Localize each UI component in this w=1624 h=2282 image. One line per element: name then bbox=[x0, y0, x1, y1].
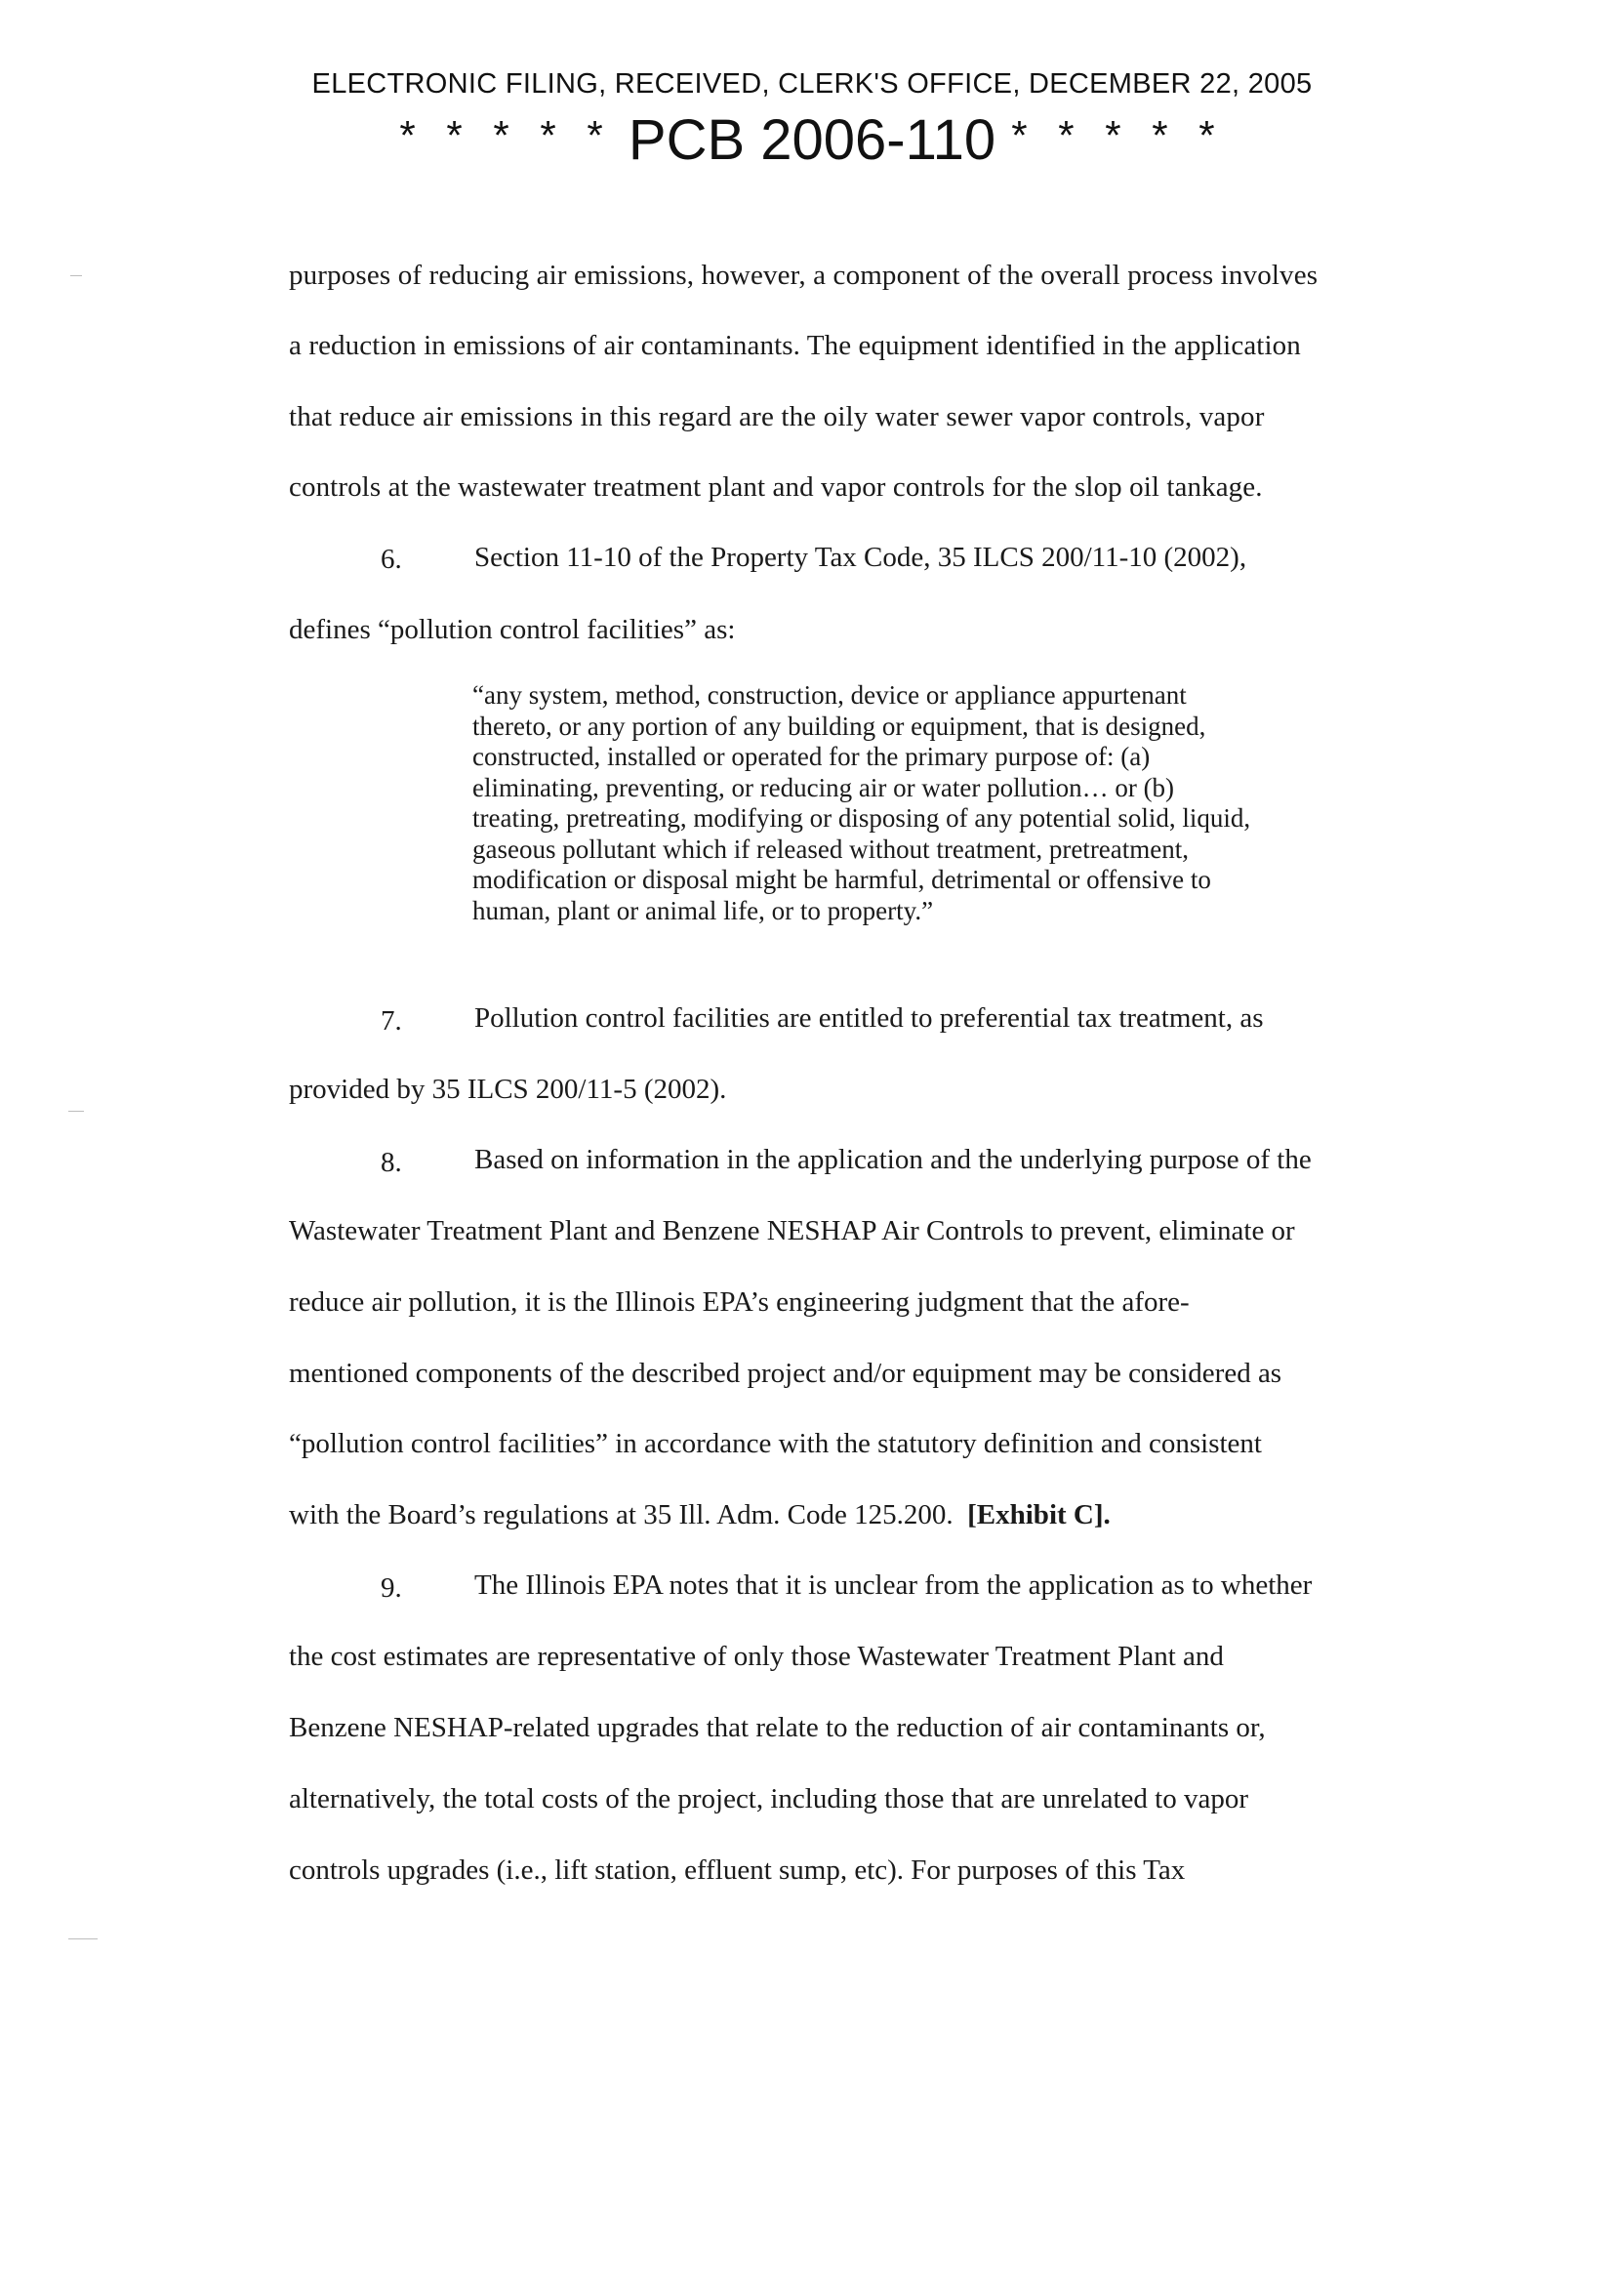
text-line: controls upgrades (i.e., lift station, effluent sump, etc). For purposes of this Tax bbox=[289, 1854, 1186, 1886]
case-number-banner bbox=[0, 102, 1624, 175]
text-line: a reduction in emissions of air contaminants. The equipment identified in the application bbox=[289, 330, 1301, 361]
quote-line: gaseous pollutant which if released without treatment, pretreatment, bbox=[472, 834, 1190, 864]
statutory-quote bbox=[472, 680, 1370, 926]
paragraph-number: 9. bbox=[381, 1572, 402, 1604]
quote-line: treating, pretreating, modifying or disposing of any potential solid, liquid, bbox=[472, 803, 1251, 833]
scan-mark bbox=[68, 1111, 84, 1112]
paragraph-number: 8. bbox=[381, 1147, 402, 1178]
text-line bbox=[289, 1499, 1111, 1531]
exhibit-reference: [Exhibit C]. bbox=[967, 1499, 1111, 1530]
quote-line: constructed, installed or operated for the primary purpose of: (a) bbox=[472, 742, 1151, 771]
scan-mark bbox=[70, 275, 82, 276]
case-number: PCB 2006-110 bbox=[628, 108, 996, 172]
text-line: that reduce air emissions in this regard are the oily water sewer vapor controls, vapor bbox=[289, 401, 1265, 432]
text-line: defines “pollution control facilities” as: bbox=[289, 614, 736, 645]
text-line: Section 11-10 of the Property Tax Code, 35 ILCS 200/11-10 (2002), bbox=[474, 542, 1247, 573]
stars-left: * * * * * bbox=[399, 112, 613, 158]
text-line: reduce air pollution, it is the Illinois EPA’s engineering judgment that the afore- bbox=[289, 1286, 1190, 1318]
quote-line: human, plant or animal life, or to property.” bbox=[472, 895, 934, 925]
text-line: Wastewater Treatment Plant and Benzene NESHAP Air Controls to prevent, eliminate or bbox=[289, 1215, 1295, 1246]
text-line: Pollution control facilities are entitled to preferential tax treatment, as bbox=[474, 1002, 1264, 1034]
text-line: purposes of reducing air emissions, however, a component of the overall process involves bbox=[289, 260, 1319, 291]
text-line: “pollution control facilities” in accordance with the statutory definition and consistent bbox=[289, 1428, 1262, 1459]
stars-right: * * * * * bbox=[1011, 112, 1225, 158]
text-line: The Illinois EPA notes that it is unclear from the application as to whether bbox=[474, 1569, 1313, 1601]
scan-mark bbox=[68, 1938, 98, 1939]
text-line: controls at the wastewater treatment plant and vapor controls for the slop oil tankage. bbox=[289, 471, 1263, 503]
quote-line: modification or disposal might be harmful, detrimental or offensive to bbox=[472, 865, 1211, 894]
text-line: provided by 35 ILCS 200/11-5 (2002). bbox=[289, 1074, 727, 1105]
text-line: alternatively, the total costs of the project, including those that are unrelated to vapor bbox=[289, 1783, 1248, 1814]
paragraph-number: 6. bbox=[381, 544, 402, 575]
text-line: Based on information in the application and the underlying purpose of the bbox=[474, 1144, 1312, 1175]
text-line: the cost estimates are representative of only those Wastewater Treatment Plant and bbox=[289, 1641, 1224, 1672]
filing-stamp: ELECTRONIC FILING, RECEIVED, CLERK'S OFFICE, DECEMBER 22, 2005 bbox=[311, 68, 1313, 100]
text-line: mentioned components of the described project and/or equipment may be considered as bbox=[289, 1358, 1282, 1389]
quote-line: “any system, method, construction, device or appliance appurtenant bbox=[472, 680, 1187, 710]
quote-line: thereto, or any portion of any building or equipment, that is designed, bbox=[472, 711, 1206, 741]
text-segment: with the Board’s regulations at 35 Ill. Adm. Code 125.200. bbox=[289, 1499, 954, 1530]
text-line: Benzene NESHAP-related upgrades that relate to the reduction of air contaminants or, bbox=[289, 1712, 1266, 1743]
quote-line: eliminating, preventing, or reducing air or water pollution… or (b) bbox=[472, 772, 1175, 802]
paragraph-number: 7. bbox=[381, 1005, 402, 1037]
